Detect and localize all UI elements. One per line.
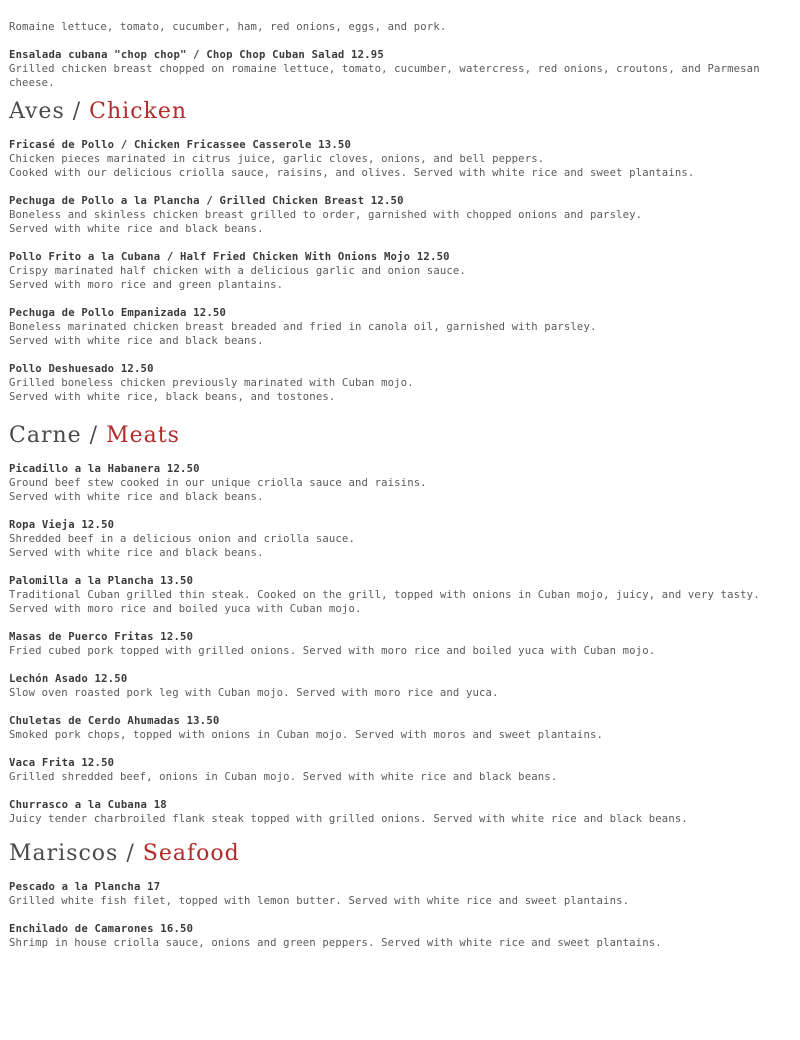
description-line: Boneless and skinless chicken breast grilled to order, garnished with chopped onions and parsley. — [9, 209, 643, 221]
menu-item — [9, 880, 789, 908]
item-description — [9, 644, 789, 658]
section-meats — [9, 422, 789, 826]
description-line: Fried cubed pork topped with grilled onions. Served with moro rice and boiled yuca with Cuban mojo. — [9, 645, 656, 657]
item-title: Lechón Asado 12.50 — [9, 673, 128, 685]
description-line: Smoked pork chops, topped with onions in Cuban mojo. Served with moros and sweet plantains. — [9, 729, 604, 741]
heading-english: Seafood — [142, 841, 240, 866]
item-description — [9, 208, 789, 236]
item-title: Pechuga de Pollo Empanizada 12.50 — [9, 307, 227, 319]
description-line: Served with white rice, black beans, and tostones. — [9, 391, 336, 403]
section-chicken — [9, 98, 789, 404]
item-title: Ropa Vieja 12.50 — [9, 519, 115, 531]
description-line: Served with moro rice and green plantains. — [9, 279, 284, 291]
item-title: Pollo Deshuesado 12.50 — [9, 363, 154, 375]
menu-item-chop-chop-salad — [9, 48, 789, 90]
description-line: Chicken pieces marinated in citrus juice, garlic cloves, onions, and bell peppers. — [9, 153, 545, 165]
description-line: Served with white rice and black beans. — [9, 223, 264, 235]
menu-item — [9, 518, 789, 560]
item-title: Fricasé de Pollo / Chicken Fricassee Casserole 13.50 — [9, 139, 352, 151]
description-line: Ground beef stew cooked in our unique criolla sauce and raisins. — [9, 477, 427, 489]
description-line: Served with white rice and black beans. — [9, 547, 264, 559]
description-line: Grilled chicken breast chopped on romaine lettuce, tomato, cucumber, watercress, red onions, croutons, and Parmesan cheese. — [9, 63, 760, 89]
menu-item — [9, 756, 789, 784]
item-title: Picadillo a la Habanera 12.50 — [9, 463, 200, 475]
item-title: Enchilado de Camarones 16.50 — [9, 923, 194, 935]
section-items — [9, 462, 789, 826]
description-line: Cooked with our delicious criolla sauce, raisins, and olives. Served with white rice and sweet plantains. — [9, 167, 695, 179]
item-description — [9, 770, 789, 784]
item-title: Chuletas de Cerdo Ahumadas 13.50 — [9, 715, 220, 727]
item-description — [9, 152, 789, 180]
description-line: Shrimp in house criolla sauce, onions and green peppers. Served with white rice and sweet plantains. — [9, 937, 662, 949]
section-seafood — [9, 840, 789, 950]
heading-spanish: Mariscos — [9, 841, 119, 866]
menu-item — [9, 630, 789, 658]
section-items — [9, 138, 789, 404]
section-items — [9, 880, 789, 950]
item-title: Vaca Frita 12.50 — [9, 757, 115, 769]
description-line: Boneless marinated chicken breast breaded and fried in canola oil, garnished with parsley. — [9, 321, 597, 333]
description-line: Crispy marinated half chicken with a delicious garlic and onion sauce. — [9, 265, 466, 277]
item-title: Palomilla a la Plancha 13.50 — [9, 575, 194, 587]
menu-item — [9, 306, 789, 348]
item-title: Pescado a la Plancha 17 — [9, 881, 161, 893]
item-title: Pollo Frito a la Cubana / Half Fried Chicken With Onions Mojo 12.50 — [9, 251, 450, 263]
heading-spanish: Carne — [9, 423, 82, 448]
item-description — [9, 20, 789, 34]
item-description — [9, 812, 789, 826]
heading-separator: / — [89, 423, 99, 448]
description-line: Served with white rice and black beans. — [9, 491, 264, 503]
item-description — [9, 264, 789, 292]
item-title: Pechuga de Pollo a la Plancha / Grilled Chicken Breast 12.50 — [9, 195, 404, 207]
menu-item — [9, 922, 789, 950]
menu-item — [9, 362, 789, 404]
menu-item-prev-salad — [9, 20, 789, 34]
description-line: Served with moro rice and boiled yuca with Cuban mojo. — [9, 603, 362, 615]
menu-page — [9, 20, 789, 964]
heading-separator: / — [72, 99, 82, 124]
menu-item — [9, 714, 789, 742]
item-description — [9, 894, 789, 908]
item-description — [9, 532, 789, 560]
menu-item — [9, 574, 789, 616]
description-line: Traditional Cuban grilled thin steak. Cooked on the grill, topped with onions in Cuban mojo, juicy, and very tasty. — [9, 589, 760, 601]
menu-item — [9, 138, 789, 180]
menu-item — [9, 462, 789, 504]
description-line: Grilled shredded beef, onions in Cuban mojo. Served with white rice and black beans. — [9, 771, 558, 783]
item-title: Churrasco a la Cubana 18 — [9, 799, 167, 811]
description-line: Shredded beef in a delicious onion and criolla sauce. — [9, 533, 355, 545]
item-description — [9, 320, 789, 348]
description-line: Grilled white fish filet, topped with lemon butter. Served with white rice and sweet plantains. — [9, 895, 630, 907]
menu-item — [9, 250, 789, 292]
section-heading-chicken — [9, 98, 789, 126]
heading-spanish: Aves — [9, 99, 65, 124]
item-description — [9, 376, 789, 404]
item-description — [9, 936, 789, 950]
section-heading-meats — [9, 422, 789, 450]
description-line: Served with white rice and black beans. — [9, 335, 264, 347]
description-line: Juicy tender charbroiled flank steak topped with grilled onions. Served with white rice and black beans. — [9, 813, 688, 825]
salads-continued — [9, 20, 789, 90]
section-heading-seafood — [9, 840, 789, 868]
item-description — [9, 686, 789, 700]
item-title: Ensalada cubana "chop chop" / Chop Chop Cuban Salad 12.95 — [9, 49, 384, 61]
item-description — [9, 588, 789, 616]
description-line: Slow oven roasted pork leg with Cuban mojo. Served with moro rice and yuca. — [9, 687, 499, 699]
item-description — [9, 62, 789, 90]
menu-item — [9, 672, 789, 700]
description-line: Grilled boneless chicken previously marinated with Cuban mojo. — [9, 377, 414, 389]
menu-item — [9, 798, 789, 826]
heading-english: Chicken — [89, 99, 188, 124]
menu-item — [9, 194, 789, 236]
item-description — [9, 728, 789, 742]
heading-separator: / — [126, 841, 135, 866]
heading-english: Meats — [106, 423, 180, 448]
item-title: Masas de Puerco Fritas 12.50 — [9, 631, 194, 643]
item-description — [9, 476, 789, 504]
description-line: Romaine lettuce, tomato, cucumber, ham, red onions, eggs, and pork. — [9, 21, 447, 33]
